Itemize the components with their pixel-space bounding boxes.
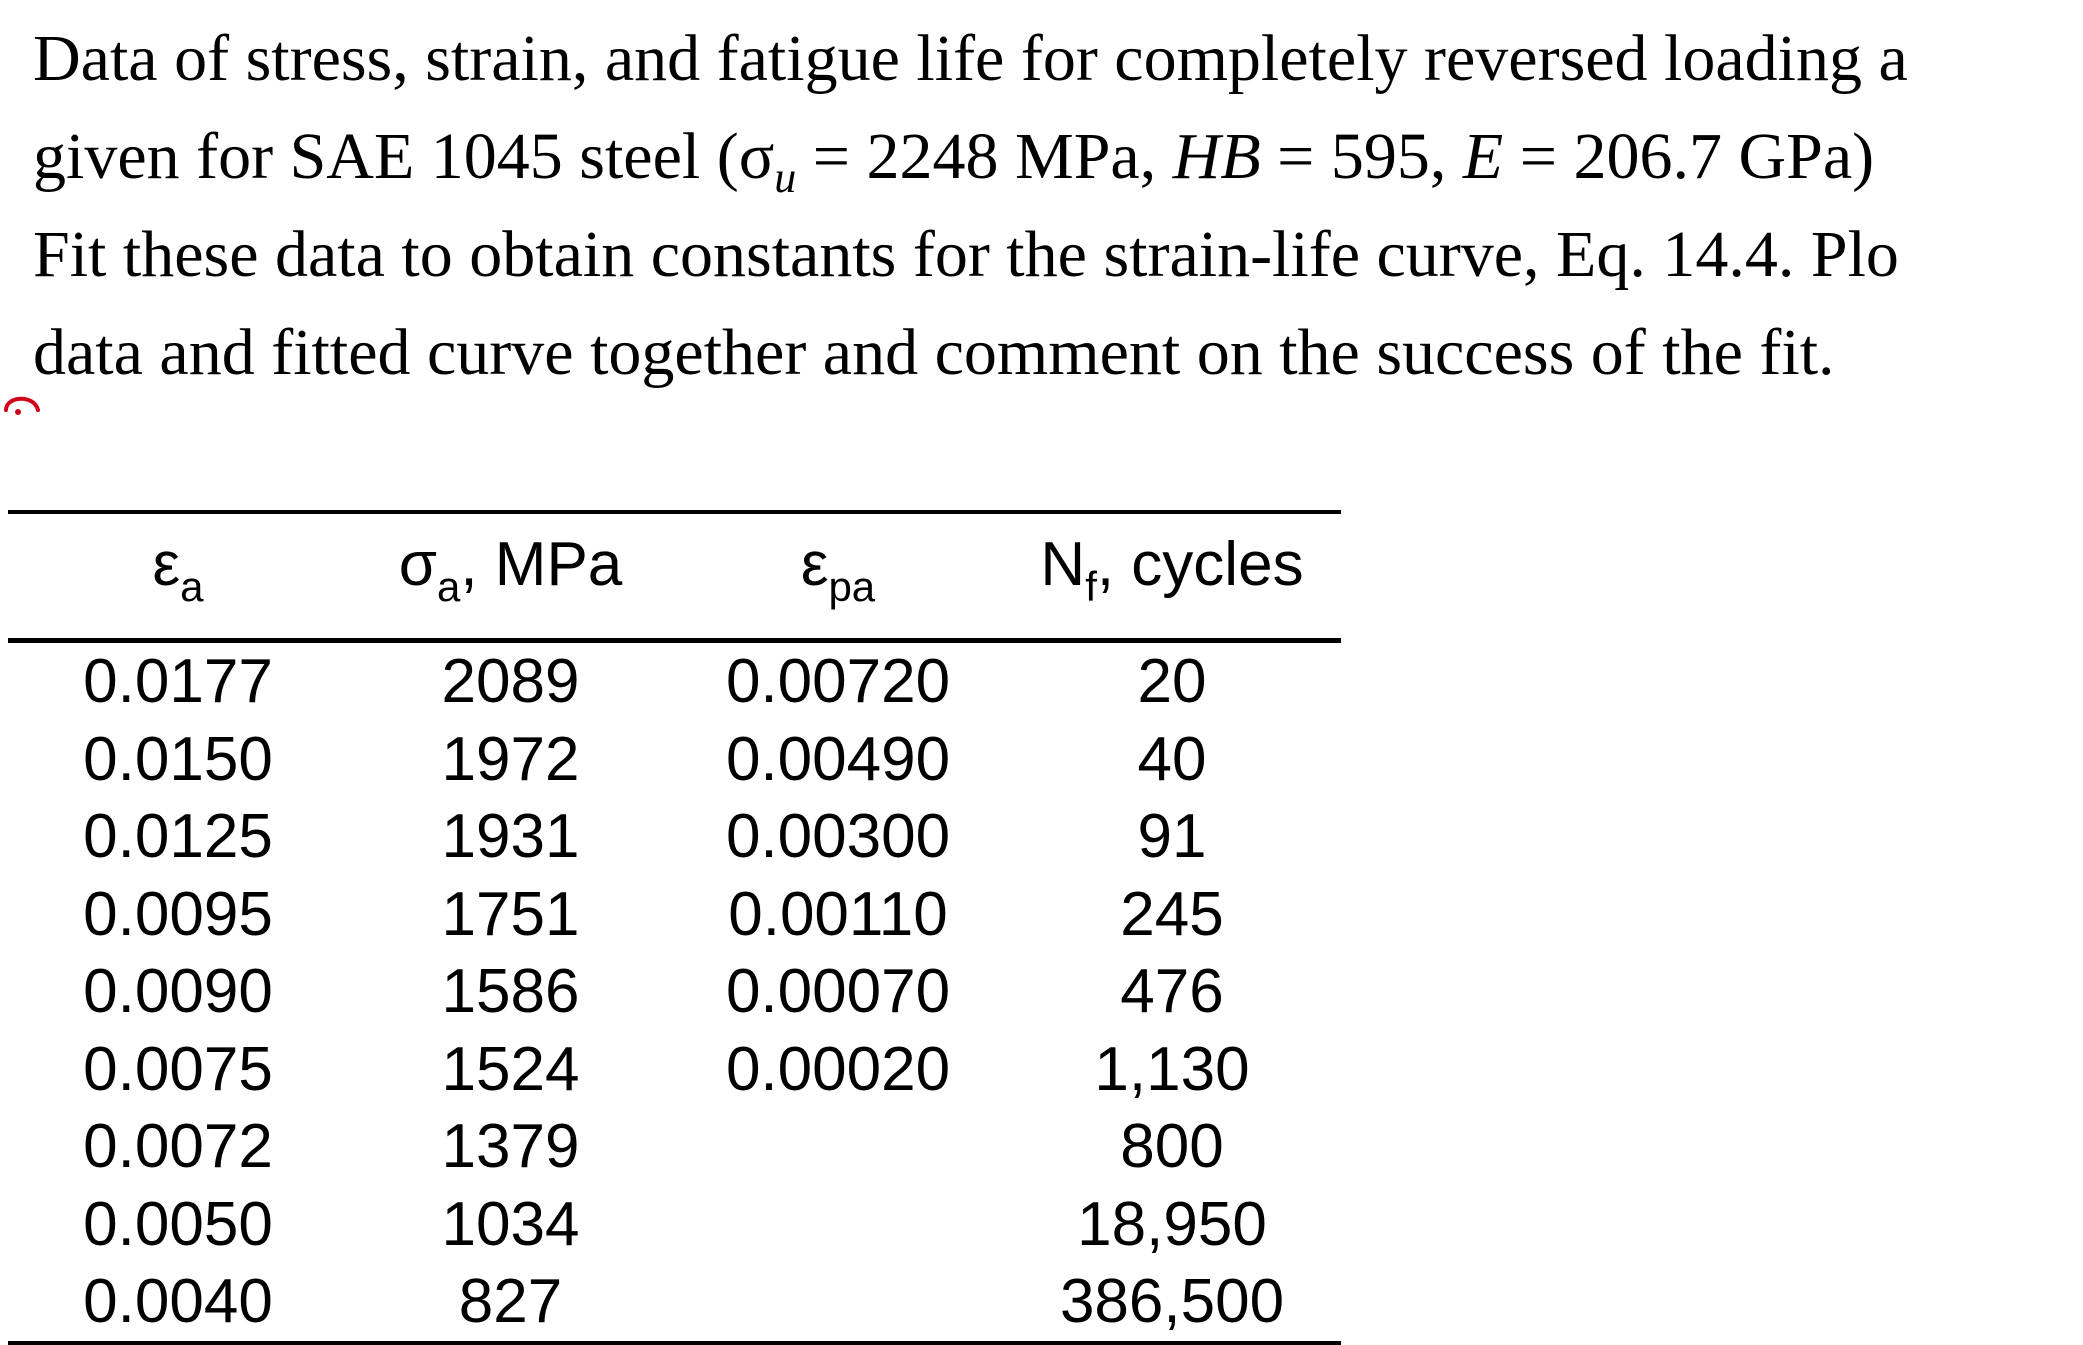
problem-line-1: Data of stress, strain, and fatigue life for completely reversed loading a: [33, 22, 1908, 95]
cell-stress: 1586: [441, 957, 580, 1026]
cell-strain: 0.0177: [83, 647, 273, 716]
table-row: [8, 1186, 1341, 1264]
cell-cycles: 91: [1137, 802, 1207, 871]
cell-plastic-strain: [673, 1186, 1003, 1264]
line2-mid2: = 595,: [1260, 120, 1463, 193]
cell-plastic-strain: [673, 1108, 1003, 1186]
table-row: [8, 953, 1341, 1031]
cell-cycles: 386,500: [1059, 1267, 1285, 1336]
cell-plastic-strain: 0.00300: [725, 802, 951, 871]
table-row: [8, 876, 1341, 954]
table-row: [8, 1031, 1341, 1109]
cell-cycles: 1,130: [1094, 1034, 1250, 1104]
header-cycles-to-failure: $N_f$, cycles: [1040, 530, 1304, 610]
cell-cycles: 800: [1120, 1112, 1224, 1181]
cell-stress: 1972: [441, 724, 580, 794]
line2-pre: given for SAE 1045 steel (σ: [33, 120, 775, 193]
annotation-mark-icon: [0, 388, 44, 424]
annotation-mark-dot: [15, 409, 21, 415]
table-row: [8, 641, 1341, 721]
cell-stress: 1931: [441, 802, 580, 871]
cell-stress: 1524: [441, 1034, 580, 1104]
cell-plastic-strain: 0.00020: [725, 1034, 951, 1104]
table-row: [8, 1108, 1341, 1186]
cell-strain: 0.0050: [83, 1189, 273, 1259]
cell-cycles: 476: [1120, 957, 1224, 1026]
cell-stress: 827: [458, 1267, 563, 1336]
header-strain-amplitude: $\varepsilon_a$: [152, 530, 204, 610]
header-plastic-strain-amplitude: $\varepsilon_{pa}$: [800, 530, 876, 610]
table-row: [8, 798, 1341, 876]
cell-cycles: 245: [1120, 879, 1224, 949]
e-symbol: E: [1462, 120, 1504, 193]
cell-strain: 0.0040: [83, 1267, 273, 1336]
annotation-mark-stroke: [6, 399, 38, 410]
cell-stress: 1751: [441, 879, 580, 949]
cell-strain: 0.0150: [83, 724, 273, 794]
cell-stress: 1034: [441, 1189, 580, 1259]
cell-strain: 0.0075: [83, 1034, 273, 1104]
cell-strain: 0.0125: [83, 802, 273, 871]
header-stress-amplitude: $\sigma_a$, MPa: [398, 530, 623, 610]
cell-plastic-strain: [673, 1263, 1003, 1343]
sigma-u-subscript: u: [774, 153, 797, 202]
cell-plastic-strain: 0.00720: [725, 647, 951, 716]
cell-plastic-strain: 0.00110: [728, 879, 948, 949]
line2-post: = 206.7 GPa): [1503, 120, 1875, 193]
problem-line-2: [33, 108, 2073, 206]
problem-statement: [33, 10, 2073, 402]
cell-strain: 0.0095: [83, 879, 273, 949]
cell-plastic-strain: 0.00070: [725, 957, 951, 1026]
cell-stress: 2089: [441, 647, 580, 716]
hb-symbol: HB: [1172, 120, 1261, 193]
table-row: [8, 1263, 1341, 1343]
cell-strain: 0.0090: [83, 957, 273, 1026]
problem-line-4: data and fitted curve together and comment on the success of the fit.: [33, 316, 1835, 389]
cell-stress: 1379: [441, 1112, 580, 1181]
line2-mid1: = 2248 MPa,: [796, 120, 1173, 193]
cell-cycles: 18,950: [1077, 1189, 1267, 1259]
cell-plastic-strain: 0.00490: [725, 724, 951, 794]
cell-cycles: 20: [1137, 647, 1207, 716]
table-header-row: [8, 512, 1341, 641]
fatigue-data-table: [8, 510, 1341, 1345]
cell-cycles: 40: [1137, 724, 1207, 794]
data-table-container: [8, 510, 1341, 1345]
problem-line-3: Fit these data to obtain constants for the strain-life curve, Eq. 14.4. Plo: [33, 218, 1899, 291]
table-row: [8, 721, 1341, 799]
cell-strain: 0.0072: [83, 1112, 273, 1181]
